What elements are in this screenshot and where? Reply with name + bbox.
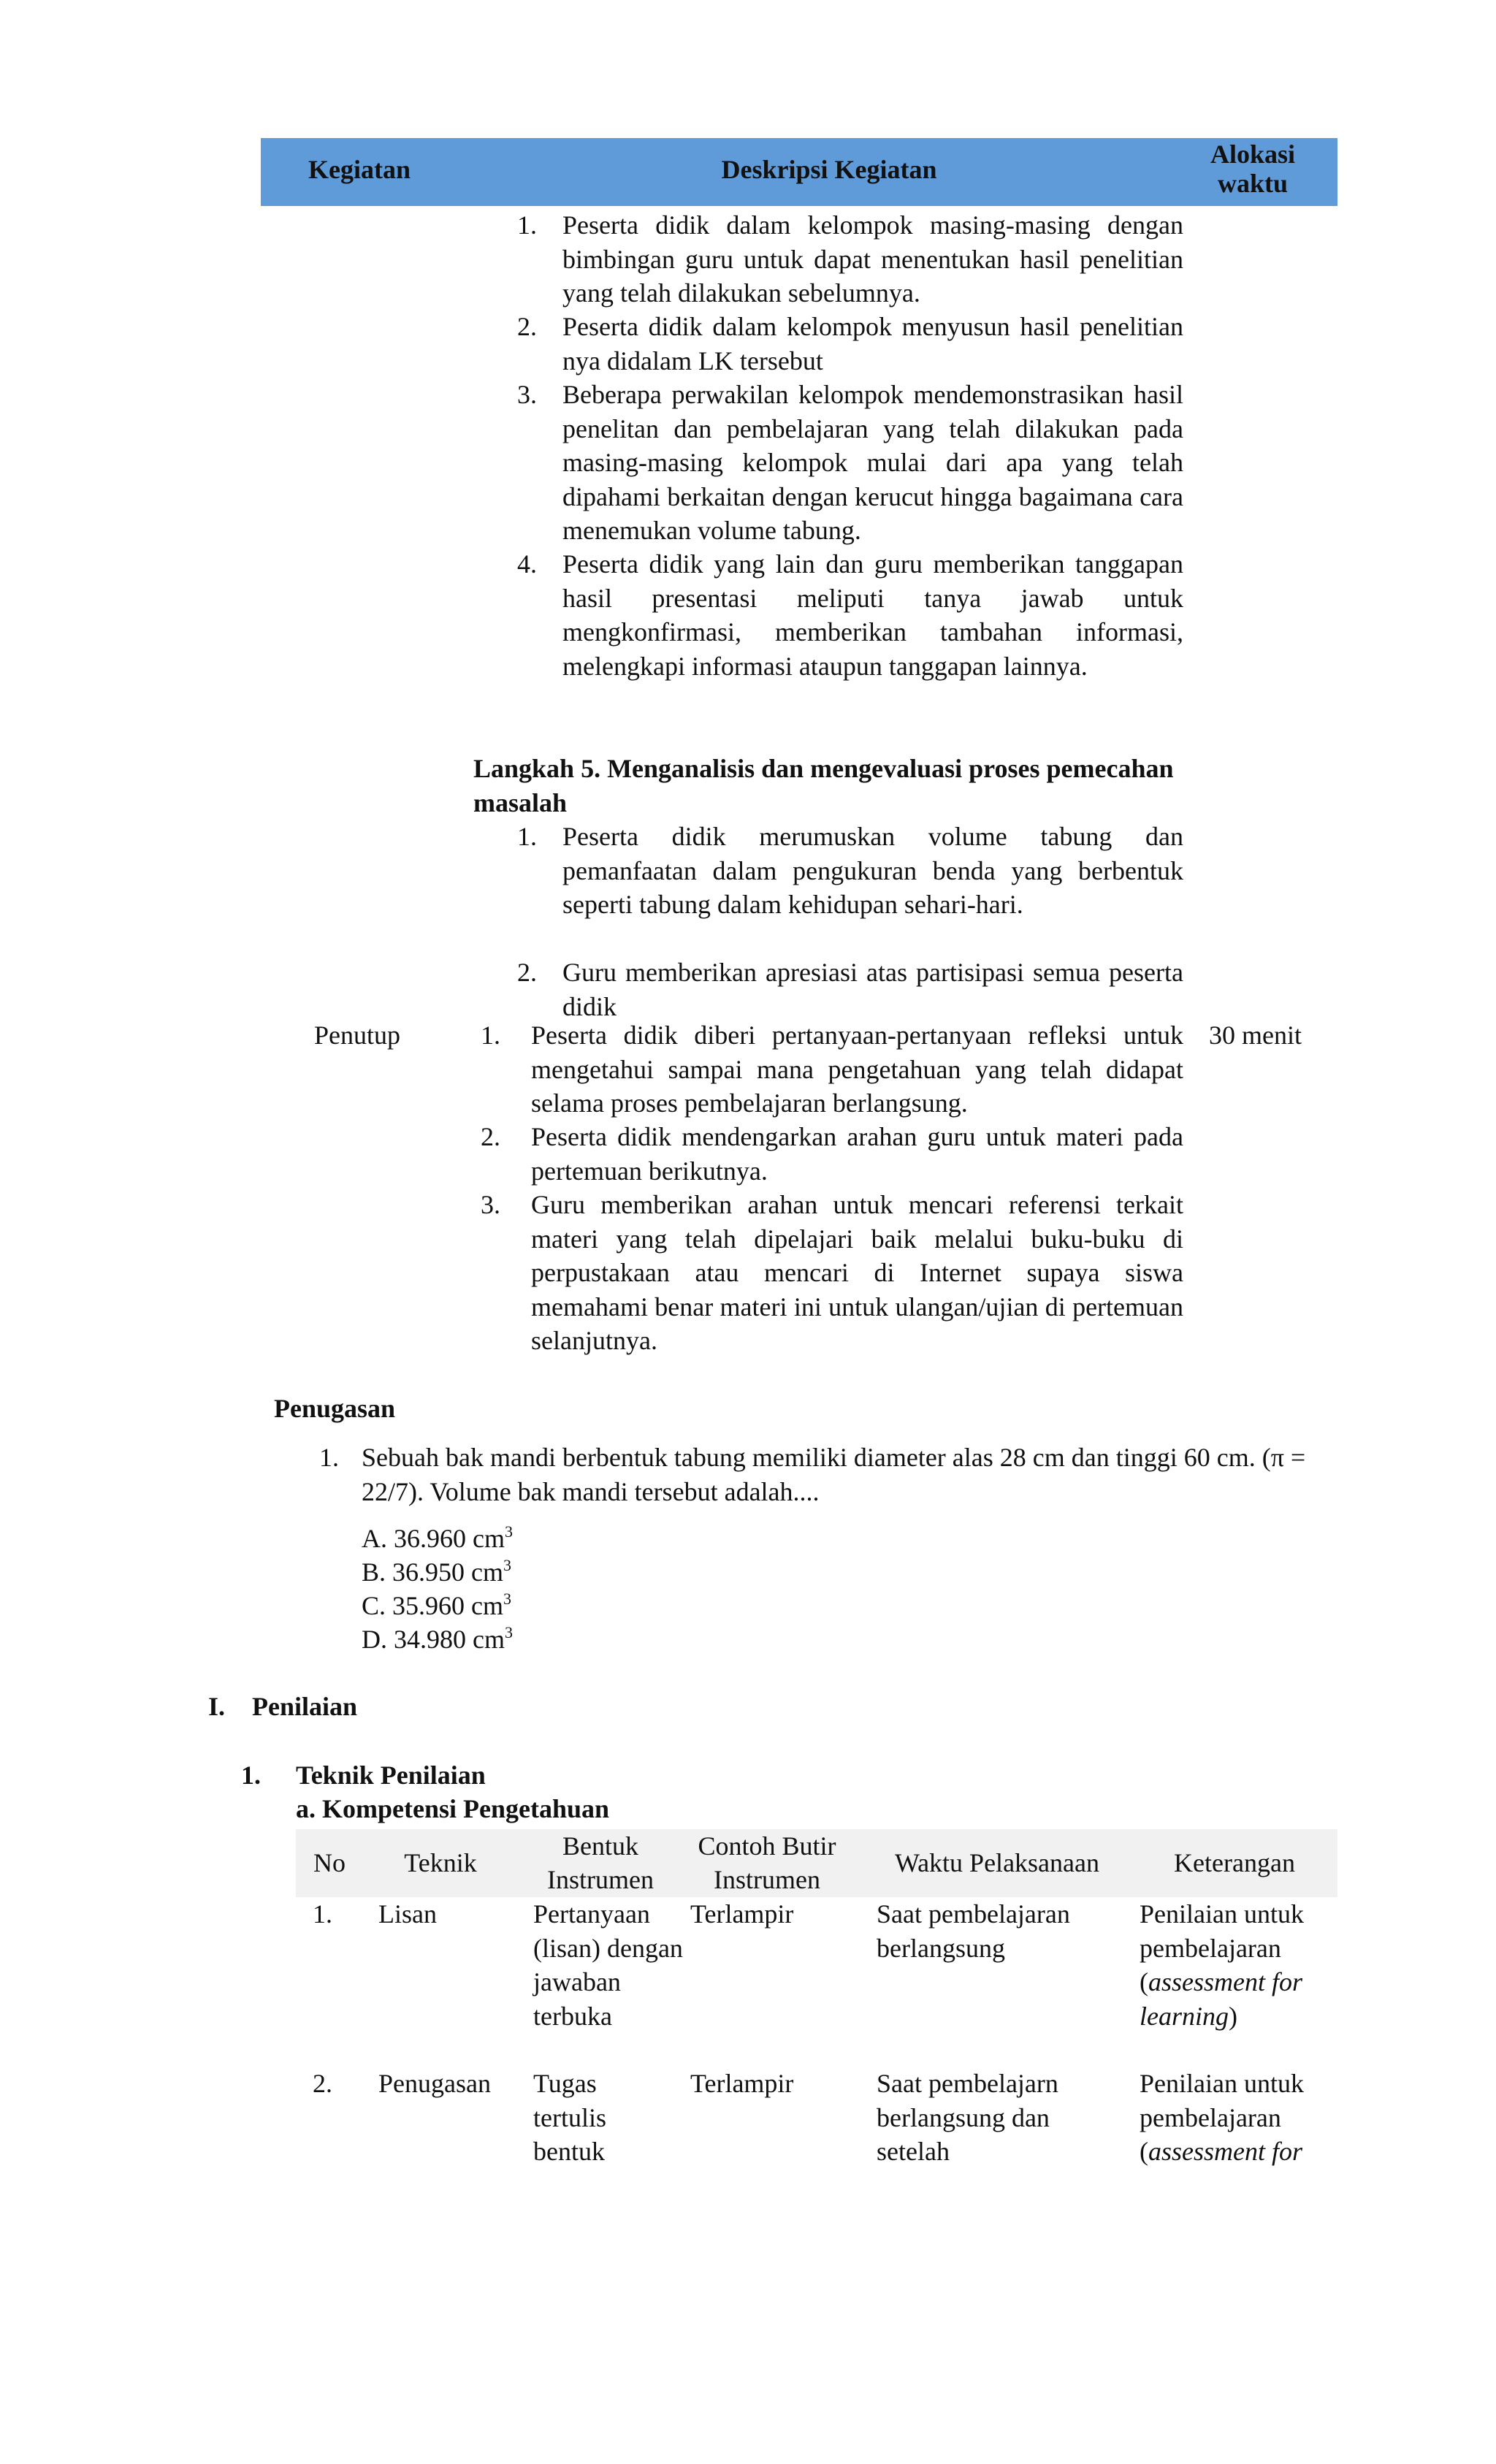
inti-item-number: 1.: [517, 210, 537, 240]
penutup-time: 30 menit: [1209, 1021, 1302, 1050]
option-c: C. 35.960 $cm^3$: [362, 1590, 511, 1620]
option-b: B. 36.950 $cm^3$: [362, 1556, 511, 1587]
table-row-waktu: Saat pembelajarn berlangsung dan setelah: [877, 2069, 1058, 2166]
inti-item-text: Peserta didik dalam kelompok menyusun hasil penelitian nya didalam LK tersebut: [562, 312, 1183, 375]
table-row-keterangan: Penilaian untuk pembelajaran (assessment for: [1140, 2069, 1304, 2166]
table-row-bentuk: Tugas tertulis bentuk: [533, 2069, 606, 2166]
penutup-item-text: Peserta didik mendengarkan arahan guru untuk materi pada pertemuan berikutnya.: [531, 1122, 1183, 1186]
step5-item-number: 2.: [517, 958, 537, 987]
step5-title: Langkah 5. Menganalisis dan mengevaluasi proses pemecahan masalah: [473, 754, 1174, 817]
penutup-item-text: Peserta didik diberi pertanyaan-pertanyaan refleksi untuk mengetahui sampai mana pengetahuan yang telah didapat selama proses pembelajaran berlangsung.: [531, 1021, 1183, 1118]
col-no: No: [313, 1848, 346, 1877]
col-contoh-butir: Contoh Butir Instrumen: [698, 1831, 836, 1894]
col-waktu-pelaksanaan: Waktu Pelaksanaan: [894, 1848, 1099, 1877]
table-row-no: 2.: [313, 2069, 332, 2098]
table-row-no: 1.: [313, 1899, 332, 1929]
col-teknik: Teknik: [404, 1848, 477, 1877]
teknik-penilaian-title: Teknik Penilaian: [296, 1761, 486, 1790]
step5-item-number: 1.: [517, 822, 537, 851]
penutup-label: Penutup: [314, 1021, 401, 1050]
table-row-bentuk: Pertanyaan (lisan) dengan jawaban terbuka: [533, 1899, 683, 2031]
penugasan-question: Sebuah bak mandi berbentuk tabung memiliki diameter alas 28 cm dan tinggi 60 cm. (π = 22/7). Volume bak mandi tersebut adalah....: [362, 1443, 1306, 1506]
table-row-contoh: Terlampir: [690, 2069, 794, 2098]
table-row-keterangan: Penilaian untuk pembelajaran (assessment for learning): [1140, 1899, 1304, 2031]
inti-item-text: Beberapa perwakilan kelompok mendemonstrasikan hasil penelitan dan pembelajaran yang telah dilakukan pada masing-masing kelompok mulai dari apa yang telah dipahami berkaitan dengan kerucut hingga bagaimana cara menemukan volume tabung.: [562, 380, 1183, 545]
penutup-item-text: Guru memberikan arahan untuk mencari referensi terkait materi yang telah dipelajari baik melalui buku-buku di perpustakaan atau mencari di Internet supaya siswa memahami benar materi ini untuk ulangan/ujian di pertemuan selanjutnya.: [531, 1190, 1183, 1355]
step5-item-text: Guru memberikan apresiasi atas partisipasi semua peserta didik: [562, 958, 1183, 1021]
step5-item-text: Peserta didik merumuskan volume tabung dan pemanfaatan dalam pengukuran benda yang berbentuk seperti tabung dalam kehidupan sehari-hari.: [562, 822, 1183, 919]
kompetensi-pengetahuan-title: a. Kompetensi Pengetahuan: [296, 1794, 610, 1823]
penilaian-section-title: Penilaian: [252, 1692, 358, 1721]
header-alokasi-waktu: Alokasi waktu: [1210, 140, 1296, 198]
col-keterangan: Keterangan: [1174, 1848, 1295, 1877]
inti-item-number: 4.: [517, 549, 537, 579]
inti-item-number: 2.: [517, 312, 537, 341]
option-d: D. 34.980 $cm^3$: [362, 1623, 513, 1654]
table-row-teknik: Lisan: [378, 1899, 437, 1929]
option-a: A. 36.960 $cm^3$: [362, 1522, 513, 1553]
penugasan-title: Penugasan: [274, 1394, 396, 1423]
penutup-item-number: 3.: [481, 1190, 500, 1219]
penilaian-section-number: I.: [208, 1692, 226, 1721]
inti-item-text: Peserta didik dalam kelompok masing-masing dengan bimbingan guru untuk dapat menentukan hasil penelitian yang telah dilakukan sebelumnya.: [562, 210, 1183, 308]
col-bentuk-instrumen: Bentuk Instrumen: [547, 1831, 654, 1894]
penutup-item-number: 1.: [481, 1021, 500, 1050]
table-row-teknik: Penugasan: [378, 2069, 491, 2098]
teknik-penilaian-number: 1.: [241, 1761, 261, 1790]
inti-item-text: Peserta didik yang lain dan guru memberikan tanggapan hasil presentasi meliputi tanya jawab untuk mengkonfirmasi, memberikan tambahan informasi, melengkapi informasi ataupun tanggapan lainnya.: [562, 549, 1183, 681]
table-row-contoh: Terlampir: [690, 1899, 794, 1929]
header-deskripsi: Deskripsi Kegiatan: [721, 155, 937, 184]
penutup-item-number: 2.: [481, 1122, 500, 1151]
header-kegiatan: Kegiatan: [308, 155, 411, 184]
table-row-waktu: Saat pembelajaran berlangsung: [877, 1899, 1070, 1963]
penugasan-question-number: 1.: [319, 1443, 339, 1472]
inti-item-number: 3.: [517, 380, 537, 409]
